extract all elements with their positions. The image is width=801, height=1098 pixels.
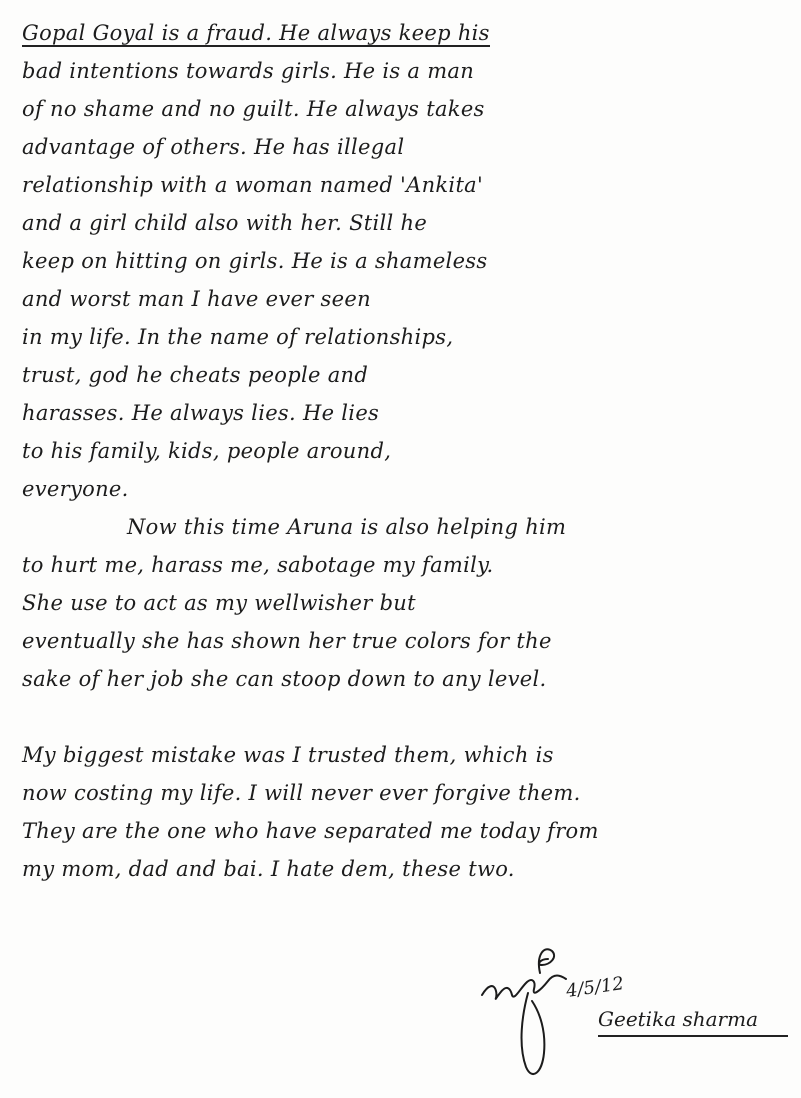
letter-line-10: trust, god he cheats people and	[22, 363, 369, 387]
letter-line-14: Now this time Aruna is also helping him	[127, 515, 567, 539]
letter-line-19: My biggest mistake was I trusted them, which is	[22, 743, 554, 767]
letter-line-3: of no shame and no guilt. He always takes	[22, 97, 485, 121]
signature-date: 4/5/12	[564, 973, 626, 1002]
letter-line-12: to his family, kids, people around,	[22, 439, 392, 463]
letter-line-6: and a girl child also with her. Still he	[22, 211, 428, 235]
letter-line-17: eventually she has shown her true colors for the	[22, 629, 552, 653]
letter-line-18: sake of her job she can stoop down to any level.	[22, 667, 547, 691]
signature-underline	[598, 1035, 788, 1037]
letter-line-1	[22, 14, 787, 52]
letter-line-13: everyone.	[22, 477, 129, 501]
letter-line-8: and worst man I have ever seen	[22, 287, 371, 311]
letter-line-16: She use to act as my wellwisher but	[22, 591, 416, 615]
letter-line-4: advantage of others. He has illegal	[22, 135, 405, 159]
letter-line-11: harasses. He always lies. He lies	[22, 401, 380, 425]
letter-line-5: relationship with a woman named 'Ankita'	[22, 173, 484, 197]
underlined-text: Gopal Goyal is a fraud. He always keep his	[22, 21, 490, 45]
signature-scribble-icon	[470, 935, 600, 1085]
paragraph-gap	[22, 698, 787, 736]
handwritten-letter	[22, 14, 787, 888]
letter-line-20: now costing my life. I will never ever forgive them.	[22, 781, 581, 805]
letter-line-22: my mom, dad and bai. I hate dem, these two.	[22, 857, 515, 881]
letter-line-21: They are the one who have separated me today from	[22, 819, 599, 843]
letter-line-2: bad intentions towards girls. He is a man	[22, 59, 475, 83]
signature-name: Geetika sharma	[598, 1007, 758, 1031]
letter-line-15: to hurt me, harass me, sabotage my family.	[22, 553, 494, 577]
signature-block	[470, 935, 790, 1085]
letter-line-9: in my life. In the name of relationships,	[22, 325, 454, 349]
letter-line-7: keep on hitting on girls. He is a shameless	[22, 249, 488, 273]
